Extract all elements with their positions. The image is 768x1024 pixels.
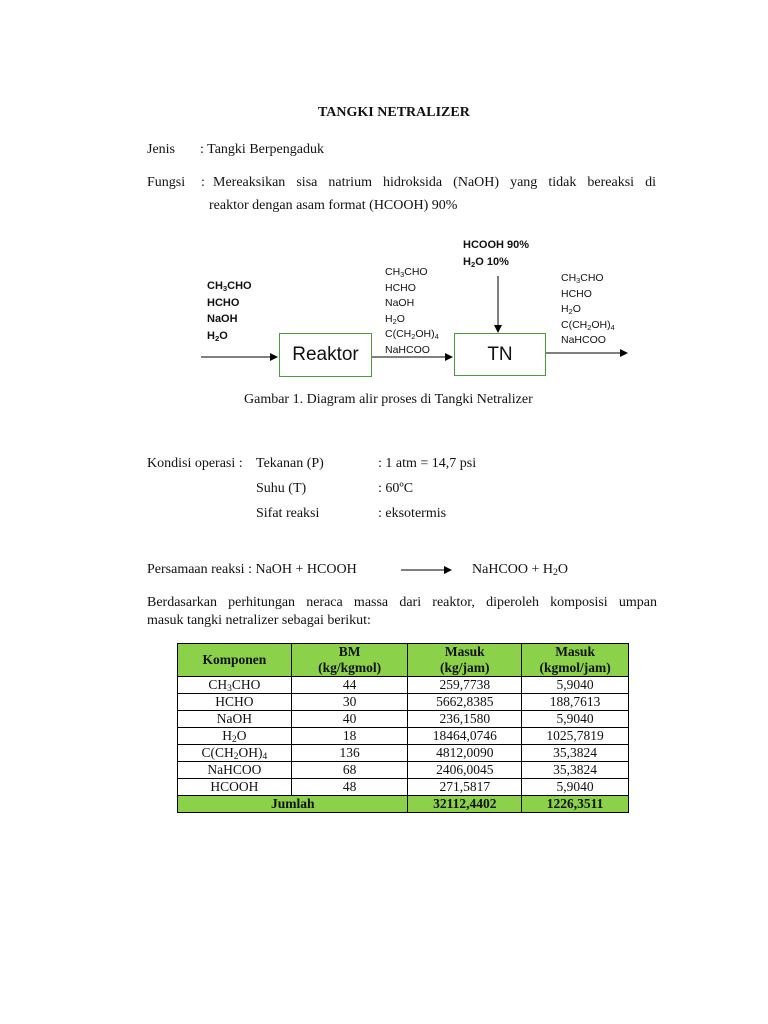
table-row [178, 728, 629, 745]
paragraph-line-2: masuk tangki netralizer sebagai berikut: [147, 613, 371, 628]
table-header-row [178, 644, 629, 677]
reaktor-outlet-components [385, 265, 439, 358]
kondisi-label: Kondisi operasi : [147, 456, 243, 471]
cell-komponen: $C(CH_2OH)_4$ [178, 745, 292, 762]
cell-masuk-kgmol: 35,3824 [522, 745, 629, 762]
flow-arrows [0, 0, 768, 420]
cell-komponen: NaOH [178, 711, 292, 728]
cell-masuk-kgmol: 1025,7819 [522, 728, 629, 745]
table-row [178, 779, 629, 796]
cell-komponen: HCOOH [178, 779, 292, 796]
header-komponen: Komponen [178, 644, 292, 677]
header-masuk-kgmol: Masuk (kgmol/jam) [522, 644, 629, 677]
fungsi-colon: : [201, 175, 205, 190]
header-masuk-kg: Masuk (kg/jam) [408, 644, 522, 677]
kondisi-value: : 60ºC [378, 481, 414, 496]
cell-masuk-kg: 4812,0090 [408, 745, 522, 762]
table-row [178, 711, 629, 728]
table-row [178, 694, 629, 711]
cell-masuk-kg: 18464,0746 [408, 728, 522, 745]
kondisi-value: : 1 atm = 14,7 psi [378, 456, 477, 471]
fungsi-line-1: Mereaksikan sisa natrium hidroksida (NaOH) yang tidak bereaksi di [213, 175, 656, 190]
tn-box [454, 333, 546, 376]
paragraph-line-1: Berdasarkan perhitungan neraca massa dari reaktor, diperoleh komposisi umpan [147, 595, 657, 610]
cell-masuk-kgmol: 5,9040 [522, 779, 629, 796]
outlet-component: HCHO [385, 281, 416, 294]
product-components [561, 271, 615, 349]
page-title: TANGKI NETRALIZER [318, 105, 470, 120]
outlet-component: $C(CH_2OH)_4$ [385, 328, 439, 341]
reaktor-label: Reaktor [292, 344, 359, 365]
reaktor-box [279, 333, 372, 377]
kondisi-value: : eksotermis [378, 506, 447, 521]
cell-masuk-kg: 5662,8385 [408, 694, 522, 711]
jenis-label: Jenis [147, 142, 175, 157]
cell-bm: 40 [291, 711, 408, 728]
cell-masuk-kgmol: 35,3824 [522, 762, 629, 779]
table-row [178, 745, 629, 762]
header-bm: BM (kg/kgmol) [291, 644, 408, 677]
cell-komponen: $H_2O$ [178, 728, 292, 745]
cell-masuk-kgmol: 5,9040 [522, 677, 629, 694]
feed-component: $H_2O$ [207, 329, 228, 343]
kondisi-name: Tekanan (P) [256, 456, 324, 471]
table-row [178, 677, 629, 694]
outlet-component: NaHCOO [385, 343, 430, 356]
cell-bm: 68 [291, 762, 408, 779]
cell-komponen: NaHCOO [178, 762, 292, 779]
product-component: $H_2O$ [561, 303, 581, 316]
product-component: HCHO [561, 287, 592, 300]
tn-label: TN [487, 343, 513, 365]
kondisi-name: Sifat reaksi [256, 506, 320, 521]
outlet-component: $CH_3CHO$ [385, 266, 428, 279]
product-component: NaHCOO [561, 334, 606, 346]
cell-masuk-kgmol: 5,9040 [522, 711, 629, 728]
cell-bm: 44 [291, 677, 408, 694]
feed-component: NaOH [207, 313, 238, 325]
table-row [178, 762, 629, 779]
cell-komponen: HCHO [178, 694, 292, 711]
outlet-component: $H_2O$ [385, 312, 405, 326]
total-masuk-kgmol: 1226,3511 [522, 796, 629, 813]
feed-component: $CH_3CHO$ [207, 280, 252, 293]
cell-masuk-kg: 2406,0045 [408, 762, 522, 779]
kondisi-name: Suhu (T) [256, 481, 307, 496]
feed-component: HCHO [207, 296, 240, 309]
feed-components [207, 278, 252, 344]
total-label: Jumlah [178, 796, 408, 813]
fungsi-label: Fungsi [147, 175, 186, 190]
composition-table [177, 643, 629, 813]
cell-bm: 48 [291, 779, 408, 796]
jenis-value: : Tangki Berpengaduk [200, 142, 324, 157]
cell-bm: 30 [291, 694, 408, 711]
cell-bm: 136 [291, 745, 408, 762]
cell-bm: 18 [291, 728, 408, 745]
fungsi-line-2: reaktor dengan asam format (HCOOH) 90% [209, 198, 458, 213]
product-component: $CH_3CHO$ [561, 272, 604, 285]
cell-komponen: $CH_3CHO$ [178, 677, 292, 694]
acid-component: HCOOH 90% [463, 239, 530, 251]
acid-feed-components [463, 237, 529, 270]
cell-masuk-kg: 271,5817 [408, 779, 522, 796]
reaction-reactants: Persamaan reaksi : NaOH + HCOOH [147, 562, 357, 577]
outlet-component: NaOH [385, 297, 415, 309]
cell-masuk-kg: 259,7738 [408, 677, 522, 694]
cell-masuk-kg: 236,1580 [408, 711, 522, 728]
product-component: $C(CH_2OH)_4$ [561, 318, 615, 332]
cell-masuk-kgmol: 188,7613 [522, 694, 629, 711]
acid-component: $H_2O$ 10% [463, 255, 509, 269]
reaction-products: NaHCOO + $H_2O$ [472, 562, 569, 578]
table-total-row [178, 796, 629, 813]
total-masuk-kg: 32112,4402 [408, 796, 522, 813]
diagram-caption: Gambar 1. Diagram alir proses di Tangki Netralizer [244, 392, 533, 407]
